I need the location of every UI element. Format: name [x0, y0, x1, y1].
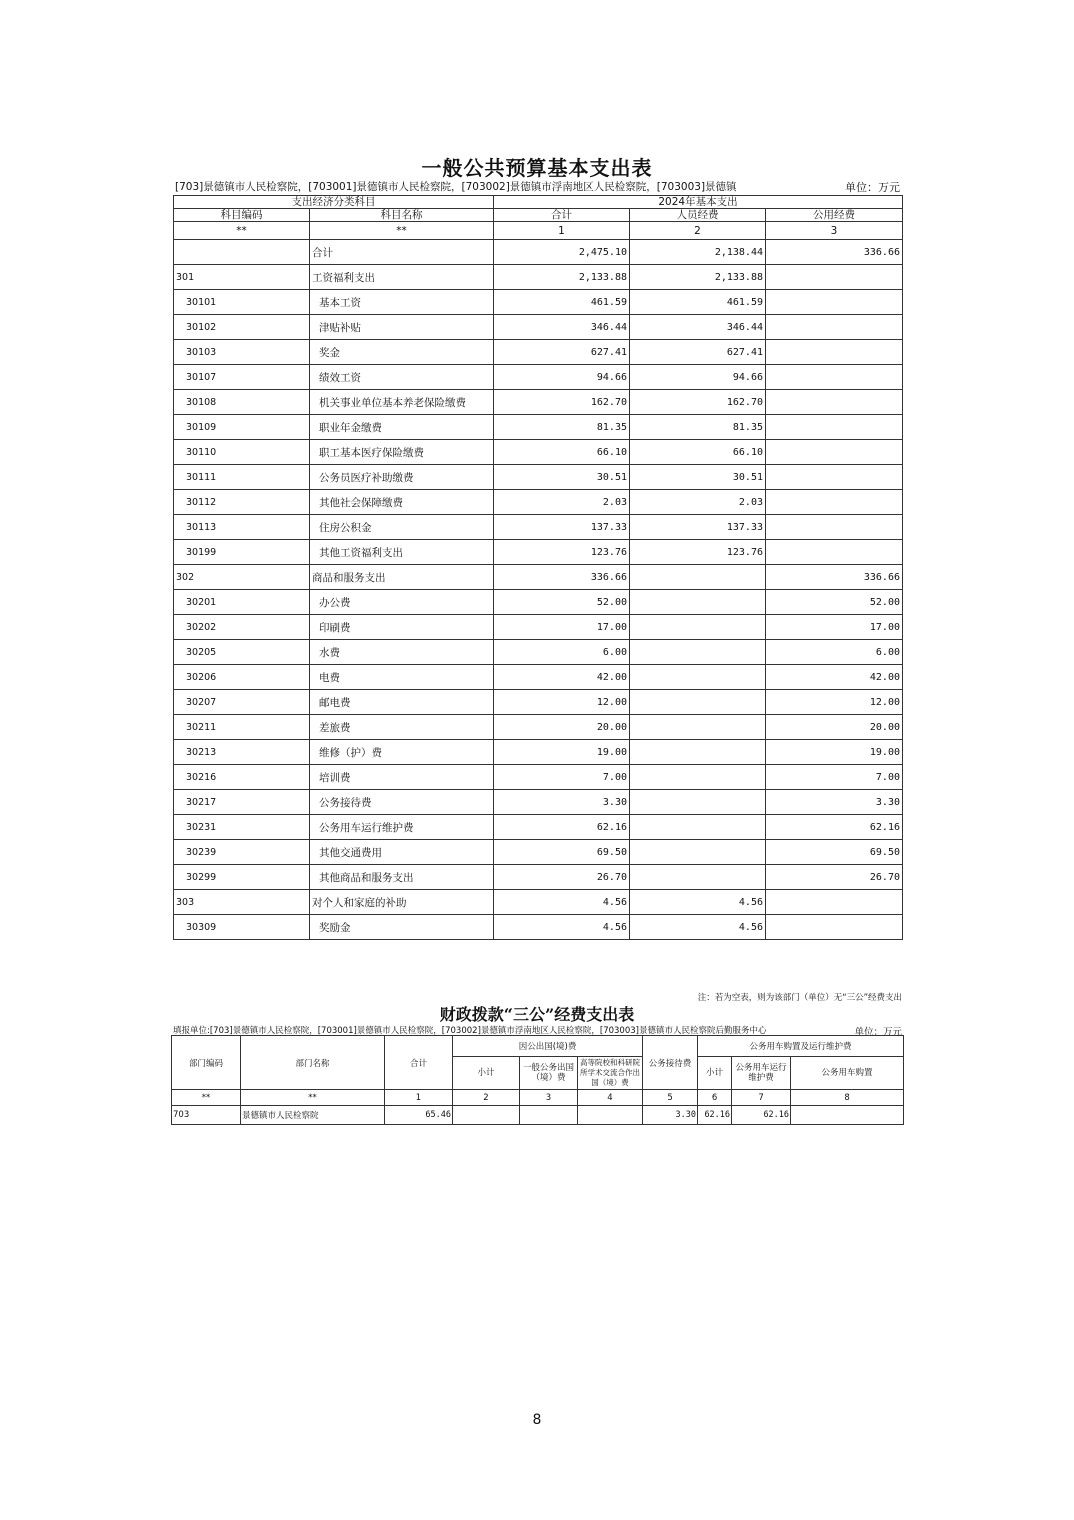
t2-vehicle-purchase — [791, 1106, 904, 1125]
row-total: 2.03 — [494, 490, 630, 515]
row-name: 公务用车运行维护费 — [310, 815, 494, 840]
row-code: 30207 — [174, 690, 310, 715]
table-row — [174, 665, 903, 690]
row-name: 住房公积金 — [310, 515, 494, 540]
row-public: 12.00 — [766, 690, 903, 715]
row-code: 30205 — [174, 640, 310, 665]
row-personnel: 2,138.44 — [630, 240, 766, 265]
row-total: 336.66 — [494, 565, 630, 590]
table-row — [174, 840, 903, 865]
row-public — [766, 415, 903, 440]
header-index-row — [174, 222, 903, 240]
t2-index-cell: ** — [172, 1090, 241, 1106]
row-name: 差旅费 — [310, 715, 494, 740]
row-name: 培训费 — [310, 765, 494, 790]
row-total: 17.00 — [494, 615, 630, 640]
row-name: 水费 — [310, 640, 494, 665]
t2-header-abroad-general: 一般公务出国（境）费 — [520, 1057, 578, 1090]
row-total: 461.59 — [494, 290, 630, 315]
table-row — [174, 490, 903, 515]
row-personnel — [630, 790, 766, 815]
row-name: 公务员医疗补助缴费 — [310, 465, 494, 490]
row-total: 26.70 — [494, 865, 630, 890]
row-name: 其他商品和服务支出 — [310, 865, 494, 890]
row-public: 6.00 — [766, 640, 903, 665]
row-personnel: 4.56 — [630, 915, 766, 940]
row-personnel — [630, 815, 766, 840]
row-name: 奖励金 — [310, 915, 494, 940]
row-total: 3.30 — [494, 790, 630, 815]
header-personnel: 人员经费 — [630, 209, 766, 222]
table2-title: 财政拨款“三公”经费支出表 — [439, 1005, 635, 1024]
row-personnel: 2.03 — [630, 490, 766, 515]
row-personnel — [630, 765, 766, 790]
index-personnel: 2 — [630, 222, 766, 240]
row-code: 30216 — [174, 765, 310, 790]
row-total: 346.44 — [494, 315, 630, 340]
row-personnel — [630, 590, 766, 615]
row-code: 30211 — [174, 715, 310, 740]
row-total: 94.66 — [494, 365, 630, 390]
t2-dept-code: 703 — [172, 1106, 241, 1125]
table-row — [174, 740, 903, 765]
row-name: 办公费 — [310, 590, 494, 615]
row-total: 62.16 — [494, 815, 630, 840]
row-personnel — [630, 840, 766, 865]
row-total: 137.33 — [494, 515, 630, 540]
t2-header-abroad-academic: 高等院校和科研院所学术交流合作出国（境）费 — [578, 1057, 643, 1090]
t2-abroad-academic — [578, 1106, 643, 1125]
row-name: 职业年金缴费 — [310, 415, 494, 440]
t2-index-cell: ** — [241, 1090, 385, 1106]
index-code: ** — [174, 222, 310, 240]
row-personnel: 346.44 — [630, 315, 766, 340]
row-name: 职工基本医疗保险缴费 — [310, 440, 494, 465]
row-name: 公务接待费 — [310, 790, 494, 815]
table-row — [174, 790, 903, 815]
row-total: 7.00 — [494, 765, 630, 790]
row-personnel: 94.66 — [630, 365, 766, 390]
row-total: 52.00 — [494, 590, 630, 615]
t2-index-cell: 5 — [643, 1090, 698, 1106]
header-public: 公用经费 — [766, 209, 903, 222]
table-row — [174, 515, 903, 540]
row-name: 工资福利支出 — [310, 265, 494, 290]
row-name: 维修（护）费 — [310, 740, 494, 765]
row-code: 30217 — [174, 790, 310, 815]
table2-unit: 单位：万元 — [854, 1027, 902, 1038]
header-total: 合计 — [494, 209, 630, 222]
t2-header-reception: 公务接待费 — [643, 1036, 698, 1090]
row-total: 2,133.88 — [494, 265, 630, 290]
index-name: ** — [310, 222, 494, 240]
t2-header-vehicle-group: 公务用车购置及运行维护费 — [698, 1036, 904, 1057]
row-total: 81.35 — [494, 415, 630, 440]
row-total: 42.00 — [494, 665, 630, 690]
t2-data-row — [172, 1106, 904, 1125]
row-public — [766, 915, 903, 940]
row-public — [766, 515, 903, 540]
index-total: 1 — [494, 222, 630, 240]
row-name: 津贴补贴 — [310, 315, 494, 340]
row-total: 20.00 — [494, 715, 630, 740]
table-row — [174, 765, 903, 790]
row-total: 66.10 — [494, 440, 630, 465]
row-code: 30213 — [174, 740, 310, 765]
row-public: 62.16 — [766, 815, 903, 840]
row-public — [766, 540, 903, 565]
t2-header-vehicle-subtotal: 小计 — [698, 1057, 732, 1090]
row-total: 123.76 — [494, 540, 630, 565]
row-name: 基本工资 — [310, 290, 494, 315]
t2-vehicle-running: 62.16 — [732, 1106, 791, 1125]
table-row — [174, 615, 903, 640]
t2-abroad-general — [520, 1106, 578, 1125]
row-name: 其他交通费用 — [310, 840, 494, 865]
row-code: 30110 — [174, 440, 310, 465]
row-public: 42.00 — [766, 665, 903, 690]
row-public: 19.00 — [766, 740, 903, 765]
row-personnel — [630, 690, 766, 715]
table1-unit: 单位：万元 — [845, 181, 900, 194]
row-public: 69.50 — [766, 840, 903, 865]
index-public: 3 — [766, 222, 903, 240]
row-public: 20.00 — [766, 715, 903, 740]
t2-reception: 3.30 — [643, 1106, 698, 1125]
table-row — [174, 415, 903, 440]
row-personnel: 30.51 — [630, 465, 766, 490]
row-name: 合计 — [310, 240, 494, 265]
table-row — [174, 915, 903, 940]
t2-index-cell: 1 — [385, 1090, 453, 1106]
row-code: 30103 — [174, 340, 310, 365]
table-row — [174, 715, 903, 740]
row-personnel: 123.76 — [630, 540, 766, 565]
row-code: 301 — [174, 265, 310, 290]
row-public — [766, 315, 903, 340]
row-public: 17.00 — [766, 615, 903, 640]
row-personnel — [630, 665, 766, 690]
table-row — [174, 815, 903, 840]
table-row — [174, 590, 903, 615]
row-name: 机关事业单位基本养老保险缴费 — [310, 390, 494, 415]
table1-title: 一般公共预算基本支出表 — [421, 156, 653, 180]
header-code: 科目编码 — [174, 209, 310, 222]
t2-index-cell: 2 — [453, 1090, 520, 1106]
row-name: 其他社会保障缴费 — [310, 490, 494, 515]
table1-subtitle: [703]景德镇市人民检察院，[703001]景德镇市人民检察院，[703002]景德镇市浮南地区人民检察院，[703003]景德镇 — [175, 181, 737, 193]
t2-header-total: 合计 — [385, 1036, 453, 1090]
row-code: 30111 — [174, 465, 310, 490]
row-code: 30201 — [174, 590, 310, 615]
t2-abroad-subtotal — [453, 1106, 520, 1125]
row-public: 7.00 — [766, 765, 903, 790]
row-name: 邮电费 — [310, 690, 494, 715]
table-row — [174, 640, 903, 665]
row-total: 2,475.10 — [494, 240, 630, 265]
header-name: 科目名称 — [310, 209, 494, 222]
row-total: 4.56 — [494, 915, 630, 940]
t2-header-abroad-subtotal: 小计 — [453, 1057, 520, 1090]
row-total: 4.56 — [494, 890, 630, 915]
table-row — [174, 890, 903, 915]
row-personnel: 627.41 — [630, 340, 766, 365]
row-name: 奖金 — [310, 340, 494, 365]
t2-header-dept-name: 部门名称 — [241, 1036, 385, 1090]
row-public — [766, 265, 903, 290]
t2-index-cell: 4 — [578, 1090, 643, 1106]
t2-index-cell: 7 — [732, 1090, 791, 1106]
row-code — [174, 240, 310, 265]
row-total: 627.41 — [494, 340, 630, 365]
table-row — [174, 440, 903, 465]
t2-index-row — [172, 1090, 904, 1106]
t2-header-vehicle-purchase: 公务用车购置 — [791, 1057, 904, 1090]
table-row — [174, 365, 903, 390]
row-total: 30.51 — [494, 465, 630, 490]
row-public — [766, 490, 903, 515]
row-name: 绩效工资 — [310, 365, 494, 390]
row-name: 电费 — [310, 665, 494, 690]
row-public: 52.00 — [766, 590, 903, 615]
table-row — [174, 290, 903, 315]
row-total: 69.50 — [494, 840, 630, 865]
row-public: 3.30 — [766, 790, 903, 815]
t2-vehicle-subtotal: 62.16 — [698, 1106, 732, 1125]
row-code: 30299 — [174, 865, 310, 890]
row-personnel — [630, 865, 766, 890]
row-personnel: 137.33 — [630, 515, 766, 540]
header-column-row — [174, 209, 903, 222]
t2-header-dept-code: 部门编码 — [172, 1036, 241, 1090]
row-code: 30309 — [174, 915, 310, 940]
t2-header-abroad-group: 因公出国(境)费 — [453, 1036, 643, 1057]
row-public — [766, 390, 903, 415]
table2-subtitle: 填报单位:[703]景德镇市人民检察院，[703001]景德镇市人民检察院，[703002]景德镇市浮南地区人民检察院，[703003]景德镇市人民检察院后勤服务中心 — [173, 1026, 767, 1036]
row-personnel — [630, 740, 766, 765]
table-row — [174, 315, 903, 340]
row-public: 336.66 — [766, 240, 903, 265]
row-total: 162.70 — [494, 390, 630, 415]
table-row — [174, 240, 903, 265]
row-code: 30239 — [174, 840, 310, 865]
header-group-row — [174, 196, 903, 209]
row-code: 30199 — [174, 540, 310, 565]
row-code: 30109 — [174, 415, 310, 440]
row-code: 30231 — [174, 815, 310, 840]
page-number: 8 — [532, 1412, 542, 1428]
row-code: 302 — [174, 565, 310, 590]
row-code: 30108 — [174, 390, 310, 415]
row-public: 26.70 — [766, 865, 903, 890]
row-personnel: 162.70 — [630, 390, 766, 415]
row-code: 30107 — [174, 365, 310, 390]
row-public: 336.66 — [766, 565, 903, 590]
table-row — [174, 540, 903, 565]
row-code: 30101 — [174, 290, 310, 315]
row-code: 30102 — [174, 315, 310, 340]
row-code: 30112 — [174, 490, 310, 515]
table-row — [174, 265, 903, 290]
row-personnel — [630, 565, 766, 590]
t2-index-cell: 3 — [520, 1090, 578, 1106]
row-total: 12.00 — [494, 690, 630, 715]
row-total: 6.00 — [494, 640, 630, 665]
table-row — [174, 340, 903, 365]
row-code: 30206 — [174, 665, 310, 690]
row-name: 其他工资福利支出 — [310, 540, 494, 565]
t2-dept-name: 景德镇市人民检察院 — [241, 1106, 385, 1125]
row-personnel: 2,133.88 — [630, 265, 766, 290]
row-code: 30202 — [174, 615, 310, 640]
row-name: 对个人和家庭的补助 — [310, 890, 494, 915]
row-personnel: 66.10 — [630, 440, 766, 465]
table-row — [174, 465, 903, 490]
table-row — [174, 390, 903, 415]
row-personnel — [630, 715, 766, 740]
row-personnel: 81.35 — [630, 415, 766, 440]
three-public-expenditure-table — [171, 1035, 904, 1125]
table1-body — [174, 240, 903, 940]
row-public — [766, 465, 903, 490]
table-row — [174, 690, 903, 715]
t2-index-cell: 8 — [791, 1090, 904, 1106]
header-year-basic: 2024年基本支出 — [494, 196, 903, 209]
t2-header-row-1 — [172, 1036, 904, 1057]
row-public — [766, 440, 903, 465]
row-code: 30113 — [174, 515, 310, 540]
table-row — [174, 865, 903, 890]
row-code: 303 — [174, 890, 310, 915]
table-row — [174, 565, 903, 590]
row-public — [766, 890, 903, 915]
table2-note: 注：若为空表，则为该部门（单位）无“三公”经费支出 — [697, 993, 902, 1003]
t2-index-cell: 6 — [698, 1090, 732, 1106]
row-personnel — [630, 640, 766, 665]
t2-header-vehicle-running: 公务用车运行维护费 — [732, 1057, 791, 1090]
row-public — [766, 290, 903, 315]
basic-expenditure-table — [173, 195, 903, 940]
row-public — [766, 365, 903, 390]
header-economic-class: 支出经济分类科目 — [174, 196, 494, 209]
row-name: 印刷费 — [310, 615, 494, 640]
row-public — [766, 340, 903, 365]
row-name: 商品和服务支出 — [310, 565, 494, 590]
row-personnel: 461.59 — [630, 290, 766, 315]
row-personnel: 4.56 — [630, 890, 766, 915]
t2-total: 65.46 — [385, 1106, 453, 1125]
row-personnel — [630, 615, 766, 640]
row-total: 19.00 — [494, 740, 630, 765]
